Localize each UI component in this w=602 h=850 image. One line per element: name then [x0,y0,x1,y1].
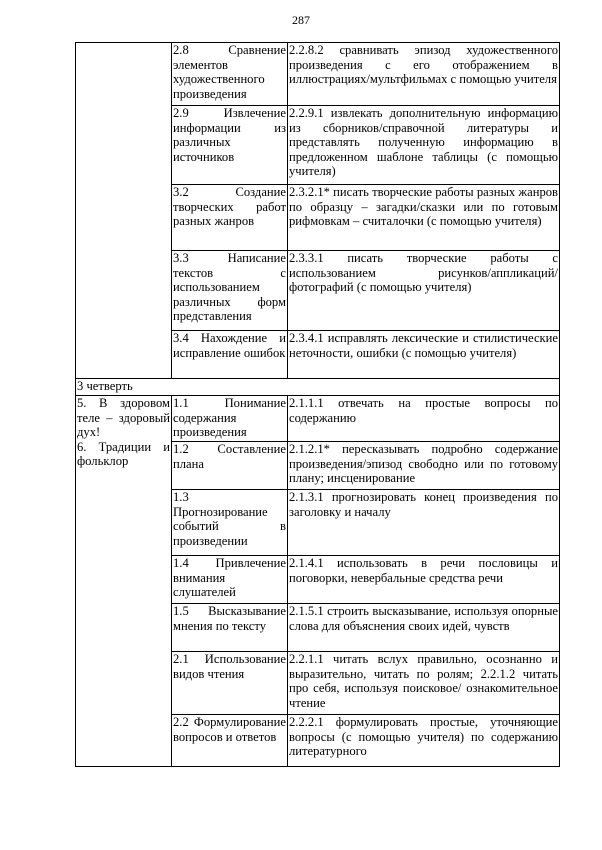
objective-cell: 2.2.1.1 читать вслух правильно, осознанно и выразительно, читать по ролям; 2.2.1.2 читать про себя, используя поисковое/ ознакомительное чтение [288,652,560,715]
objective-cell: 2.1.4.1 использовать в речи пословицы и поговорки, невербальные средства речи [288,556,560,604]
skill-cell: 1.4 Привлечение внимания слушателей [172,556,288,604]
page-number: 287 [292,13,310,27]
skill-cell: 1.5 Высказывание мнения по тексту [172,604,288,652]
objective-cell: 2.2.8.2 сравнивать эпизод художественного произведения с его отображением в иллюстрациях/мультфильмах с помощью учителя [288,43,560,106]
curriculum-table [75,42,560,767]
section-title: 6. Традиции и фольклор [77,439,170,469]
quarter-label: 3 четверть [76,379,560,396]
skill-cell: 2.1 Использование видов чтения [172,652,288,715]
section-cell [76,43,172,379]
table-row [76,396,560,442]
section-title: 5. В здоровом теле – здоровый дух! [77,396,170,440]
skill-cell: 2.2 Формулирование вопросов и ответов [172,715,288,767]
objective-cell: 2.1.5.1 строить высказывание, используя опорные слова для объяснения своих идей, чувств [288,604,560,652]
skill-cell: 1.2 Составление плана [172,442,288,490]
skill-cell: 1.3 Прогнозирование событий в произведении [172,490,288,556]
objective-cell: 2.1.3.1 прогнозировать конец произведения по заголовку и началу [288,490,560,556]
quarter-row [76,379,560,396]
table-row [76,43,560,106]
skill-cell: 3.2 Создание творческих работ разных жанров [172,185,288,251]
skill-cell: 3.4 Нахождение и исправление ошибок [172,331,288,379]
skill-cell: 3.3 Написание текстов с использованием различных форм представления [172,251,288,331]
objective-cell: 2.3.3.1 писать творческие работы с использованием рисунков/аппликаций/фотографий (с помощью учителя) [288,251,560,331]
skill-cell: 2.9 Извлечение информации из различных источников [172,106,288,185]
section-cell [76,396,172,767]
skill-cell: 1.1 Понимание содержания произведения [172,396,288,442]
objective-cell: 2.1.1.1 отвечать на простые вопросы по содержанию [288,396,560,442]
objective-cell: 2.3.4.1 исправлять лексические и стилистические неточности, ошибки (с помощью учителя) [288,331,560,379]
objective-cell: 2.2.9.1 извлекать дополнительную информацию из сборников/справочной литературы и представлять полученную информацию в предложенном шаблоне таблицы (с помощью учителя) [288,106,560,185]
objective-cell: 2.2.2.1 формулировать простые, уточняющие вопросы (с помощью учителя) по содержанию литературного [288,715,560,767]
objective-cell: 2.3.2.1* писать творческие работы разных жанров по образцу – загадки/сказки или по готовым рифмовкам – считалочки (с помощью учителя) [288,185,560,251]
skill-cell: 2.8 Сравнение элементов художественного произведения [172,43,288,106]
objective-cell: 2.1.2.1* пересказывать подробно содержание произведения/эпизод свободно или по готовому плану; инсценирование [288,442,560,490]
